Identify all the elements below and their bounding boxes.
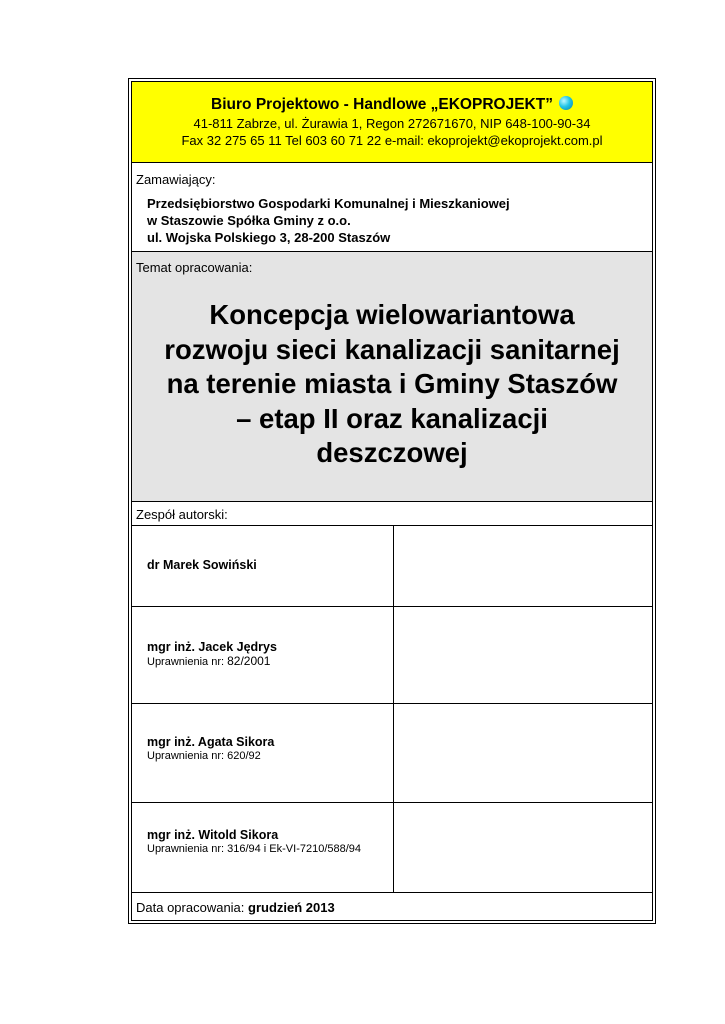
globe-icon (559, 96, 573, 110)
divider (131, 802, 653, 803)
divider (131, 892, 653, 893)
company-header (132, 82, 652, 162)
divider (131, 525, 653, 526)
author-name: dr Marek Sowiński (147, 558, 257, 572)
document-title (132, 298, 652, 471)
signature-column-divider (393, 525, 394, 892)
author-entry (147, 734, 274, 763)
company-contact: Fax 32 275 65 11 Tel 603 60 71 22 e-mail: ekoprojekt@ekoprojekt.com.pl (181, 133, 603, 148)
author-name: mgr inż. Witold Sikora (147, 828, 279, 842)
client-label: Zamawiający: (136, 172, 216, 187)
authors-label: Zespół autorski: (136, 507, 228, 522)
date-label: Data opracowania: (136, 900, 249, 915)
author-entry (147, 557, 257, 573)
author-name: mgr inż. Agata Sikora (147, 735, 275, 749)
divider (131, 606, 653, 607)
client-line: Przedsiębiorstwo Gospodarki Komunalnej i Mieszkaniowej (147, 196, 510, 211)
author-license: Uprawnienia nr: 620/92 (147, 750, 261, 762)
author-license: Uprawnienia nr: 316/94 i Ek-VI-7210/588/94 (147, 843, 362, 855)
topic-label: Temat opracowania: (136, 260, 253, 275)
author-entry (147, 639, 277, 669)
title-line: deszczowej (316, 437, 468, 468)
divider (131, 162, 653, 163)
client-line: ul. Wojska Polskiego 3, 28-200 Staszów (147, 230, 391, 245)
title-line: Koncepcja wielowariantowa (209, 299, 575, 330)
client-line: w Staszowie Spółka Gminy z o.o. (147, 213, 351, 228)
company-name: Biuro Projektowo - Handlowe „EKOPROJEKT” (211, 96, 553, 113)
company-title (132, 96, 652, 113)
date-value: grudzień 2013 (248, 900, 335, 915)
date-line (136, 900, 335, 916)
client-details (147, 195, 510, 246)
divider (131, 501, 653, 502)
author-entry (147, 827, 361, 856)
author-license: Uprawnienia nr: 82/2001 (147, 654, 271, 668)
divider (131, 703, 653, 704)
title-line: na terenie miasta i Gminy Staszów (166, 368, 618, 399)
title-line: – etap II oraz kanalizacji (236, 402, 548, 434)
author-name: mgr inż. Jacek Jędrys (147, 640, 277, 654)
company-address: 41-811 Zabrze, ul. Żurawia 1, Regon 272671670, NIP 648-100-90-34 (193, 116, 591, 131)
title-line: rozwoju sieci kanalizacji sanitarnej (164, 333, 620, 365)
